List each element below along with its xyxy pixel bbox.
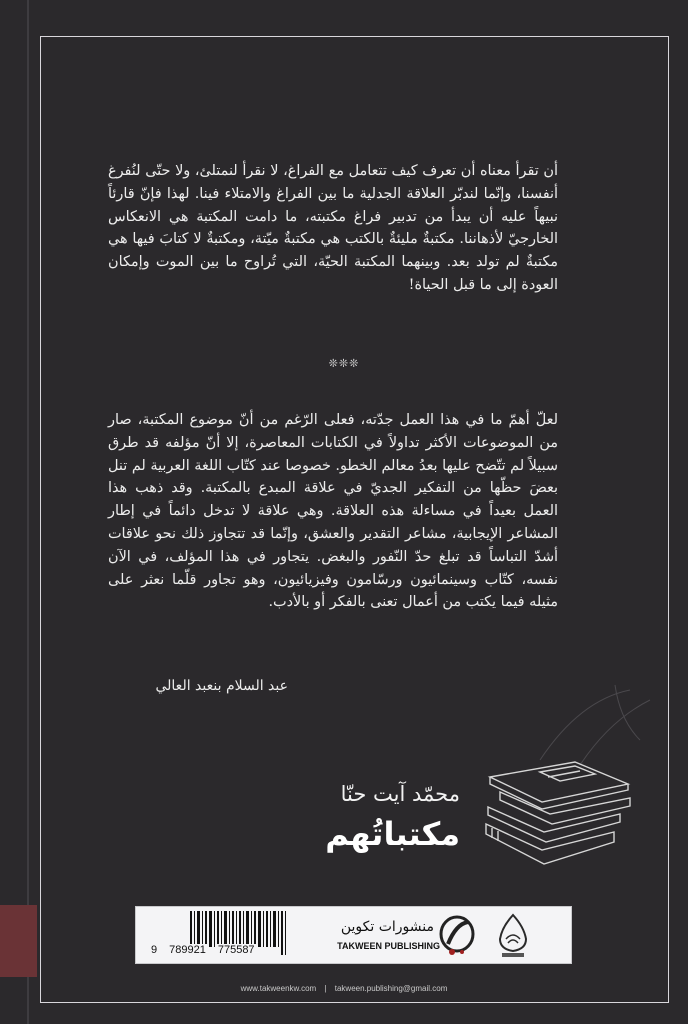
isbn-prefix: 9 xyxy=(151,944,158,956)
spine-line xyxy=(27,0,29,1024)
website-link[interactable]: www.takweenkw.com xyxy=(240,984,317,993)
isbn-group-2: 775587 xyxy=(217,944,255,956)
blurb-signature: عبد السلام بنعبد العالي xyxy=(155,678,288,694)
takween-logo-icon xyxy=(438,914,476,958)
isbn-number xyxy=(150,944,310,956)
author-name: محمّد آيت حنّا xyxy=(340,782,460,806)
spine-accent-block xyxy=(0,905,37,977)
footer-contact xyxy=(0,984,688,993)
rafidain-logo-icon xyxy=(494,913,532,959)
isbn-group-1: 789921 xyxy=(169,944,206,956)
publisher-name-english: TAKWEEN PUBLISHING xyxy=(337,941,440,951)
book-title: مكتباتُهم xyxy=(325,815,460,853)
books-stack-icon xyxy=(480,752,640,872)
email-link[interactable]: takween.publishing@gmail.com xyxy=(334,984,448,993)
footer-separator: | xyxy=(324,984,327,993)
publisher-name-arabic: منشورات تكوين xyxy=(340,919,434,935)
publisher-strip xyxy=(135,906,572,964)
blurb-paragraph-2: لعلّ أهمّ ما في هذا العمل جدّته، فعلى الرّغم من أنّ موضوع المكتبة، صار من الموضوعات الأكثر تداولاً في الكتابات المعاصرة، إلا أنّ مؤلفه قد طرق سبيلاً لم تتّضح عليها بعدُ معالم الخطو. خصوصا عند كتّاب اللغة العربية لم تنل بعضَ حظّها من التفكير الجديّ في علاقة المبدع بالمكتبة. وقد ذهب هذا العمل بعيداً في مساءلة هذه العلاقة. وهي علاقة لا تدخل دائماً في إطار المشاعر الإيجابية، مشاعر التقدير والعشق، وإنّما قد تتجاوز ذلك نحو علاقات أشدّ التباساً قد تبلغ حدّ النّفور والبغض. يتجاور في هذا المؤلف، في الآن نفسه، كتّاب وسينمائيون ورسّامون وفيزيائيون، وهو تجاور قلّما نعثر على مثيله فيما يكتب من أعمال تعنى بالفكر أو بالأدب. xyxy=(108,412,558,611)
section-separator: ❊❊❊ xyxy=(328,357,360,370)
blurb-paragraph-1: أن تقرأ معناه أن تعرف كيف تتعامل مع الفراغ، لا نقرأ لنمتلئ، ولا حتّى لنُفرغ أنفسنا، وإنّما لندبّر العلاقة الجدلية ما بين الفراغ والامتلاء فينا. لهذا فإنّ قارئاً نبيهاً عليه أن يبدأ من تدبير فراغ مكتبته، ما دامت المكتبة هي الانعكاس الخارجيّ لأذهاننا. مكتبةٌ مليئةٌ بالكتب هي مكتبةٌ ميّتة، ومكتبةٌ لا كتابَ فيها هي مكتبةٌ لم تولد بعد. وبينهما المكتبة الحيّة، التي تُراوح ما بين الموت وإمكان العودة إلى ما قبل الحياة! xyxy=(108,163,558,293)
